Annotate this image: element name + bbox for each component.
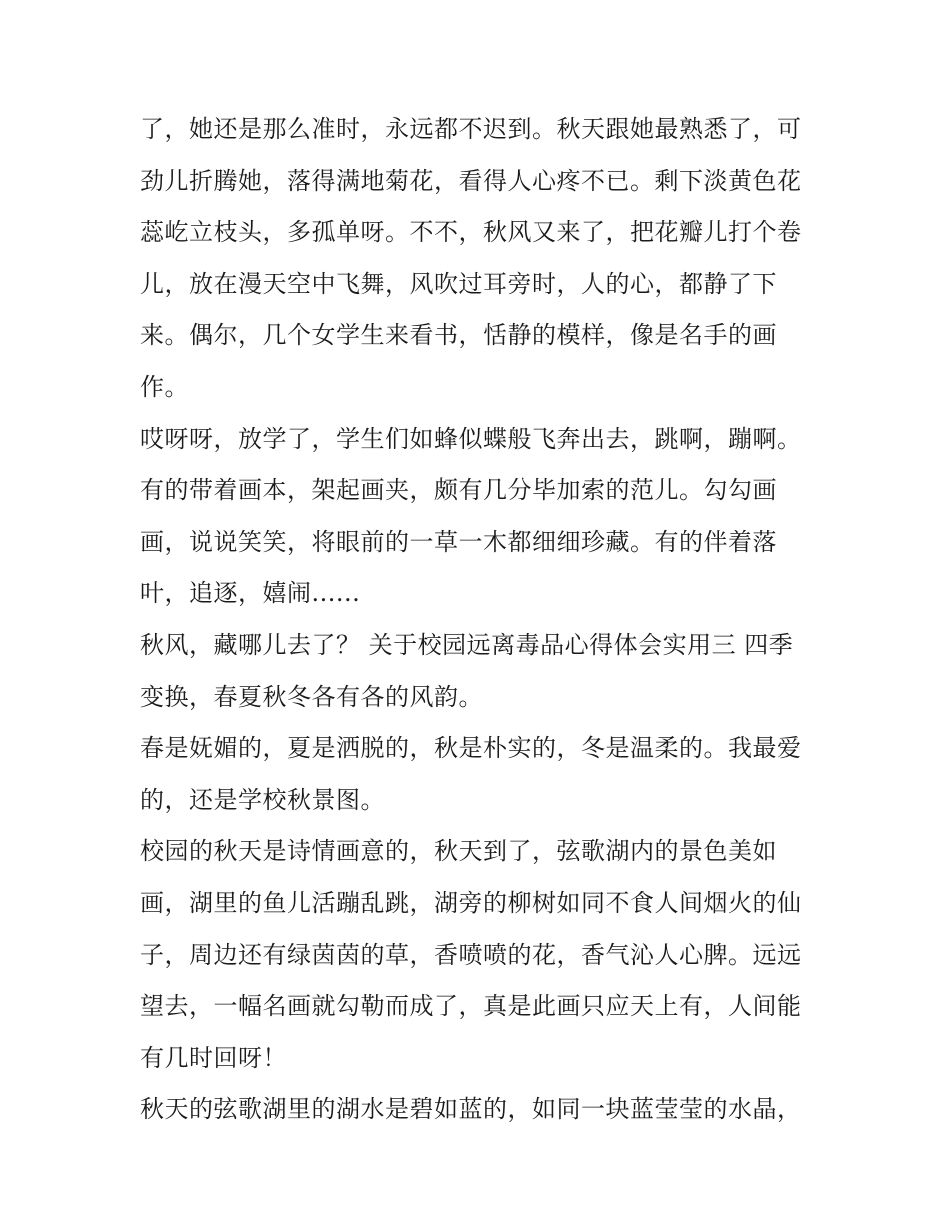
text-line: 变换，春夏秋冬各有各的风韵。 [140,682,483,711]
text-line: 蕊屹立枝头，多孤单呀。不不，秋风又来了，把花瓣儿打个卷 [140,218,802,247]
text-line: 望去，一幅名画就勾勒而成了，真是此画只应天上有，人间能 [140,992,802,1021]
text-line: 来。偶尔，几个女学生来看书，恬静的模样，像是名手的画 [140,321,777,350]
text-line: 画，说说笑笑，将眼前的一草一木都细细珍藏。有的伴着落 [140,527,777,556]
text-line: 春是妩媚的，夏是洒脱的，秋是朴实的，冬是温柔的。我最爱 [140,734,802,763]
text-line: 有的带着画本，架起画夹，颇有几分毕加索的范儿。勾勾画 [140,476,777,505]
text-line: 哎呀呀，放学了，学生们如蜂似蝶般飞奔出去，跳啊，蹦啊。 [140,424,802,453]
text-line: 有几时回呀！ [140,1043,287,1072]
text-line: 劲儿折腾她，落得满地菊花，看得人心疼不已。剩下淡黄色花 [140,166,802,195]
body-text [140,104,820,1136]
text-line: 了，她还是那么准时，永远都不迟到。秋天跟她最熟悉了，可 [140,115,802,143]
text-line: 叶，追逐，嬉闹...... [140,579,361,608]
text-line: 画，湖里的鱼儿活蹦乱跳，湖旁的柳树如同不食人间烟火的仙 [140,888,802,917]
text-line: 的，还是学校秋景图。 [140,785,385,814]
text-line: 作。 [140,372,189,401]
text-line: 秋天的弦歌湖里的湖水是碧如蓝的，如同一块蓝莹莹的水晶， [140,1095,802,1124]
text-line: 子，周边还有绿茵茵的草，香喷喷的花，香气沁人心脾。远远 [140,940,802,969]
text-line: 校园的秋天是诗情画意的，秋天到了，弦歌湖内的景色美如 [140,837,777,866]
text-line: 秋风，藏哪儿去了？ 关于校园远离毒品心得体会实用三 四季 [140,630,794,659]
text-line: 儿，放在漫天空中飞舞，风吹过耳旁时，人的心，都静了下 [140,269,777,298]
